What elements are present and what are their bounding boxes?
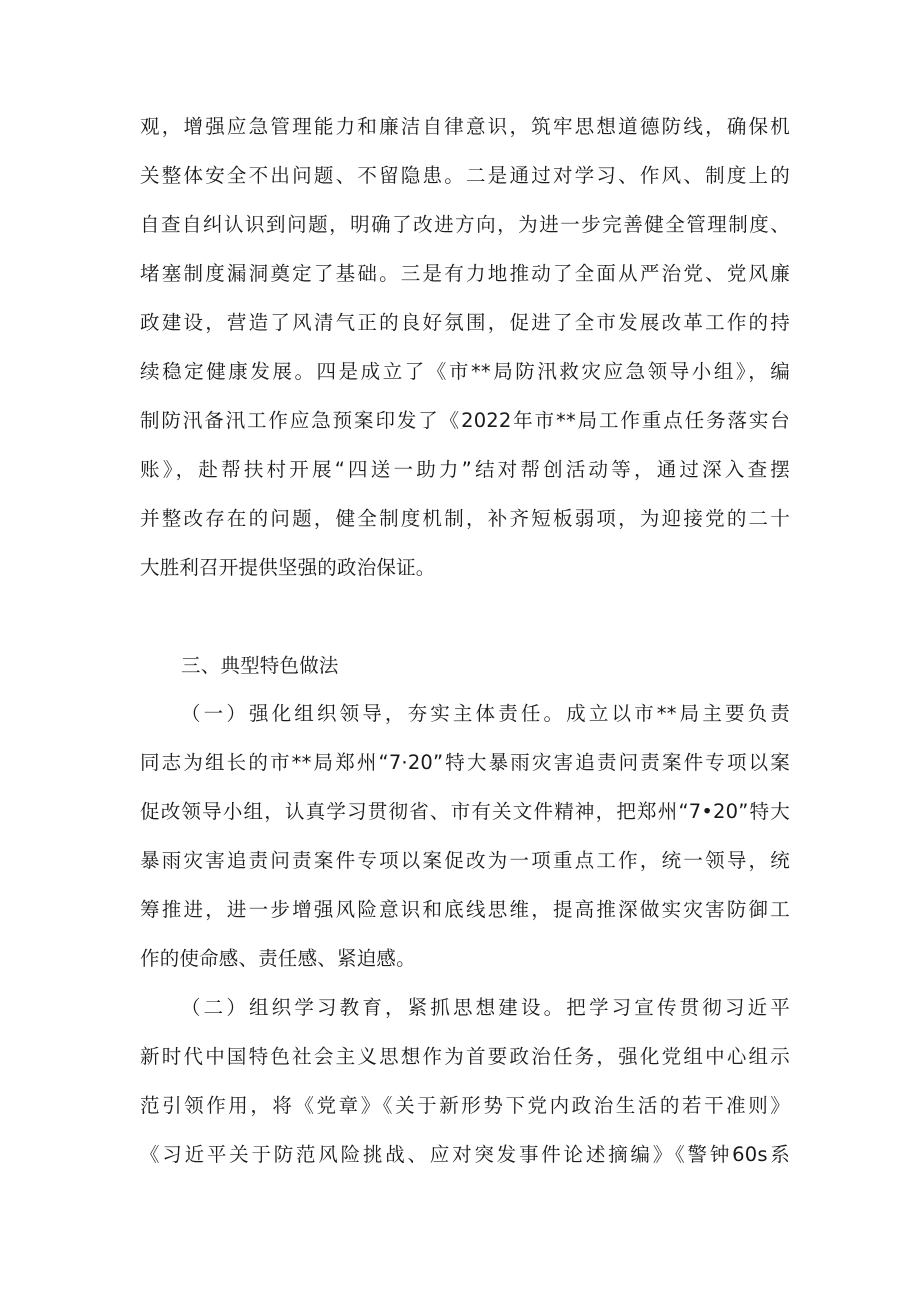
section-heading: 三、典型特色做法 (181, 654, 339, 677)
paragraph-1-line-4: 堵塞制度漏洞奠定了基础。三是有力地推动了全面从严治党、党风廉 (140, 262, 790, 285)
paragraph-1-line-1: 观，增强应急管理能力和廉洁自律意识，筑牢思想道德防线，确保机 (140, 115, 790, 138)
paragraph-3-line-3: 范引领作用，将《党章》《关于新形势下党内政治生活的若干准则》 (140, 1094, 790, 1117)
paragraph-1-line-2: 关整体安全不出问题、不留隐患。二是通过对学习、作风、制度上的 (140, 164, 790, 187)
paragraph-1-line-6: 续稳定健康发展。四是成立了《市**局防汛救灾应急领导小组》，编 (140, 360, 790, 383)
paragraph-1-line-10: 大胜利召开提供坚强的政治保证。 (140, 556, 436, 579)
paragraph-3-line-4: 《习近平关于防范风险挑战、应对突发事件论述摘编》《警钟60s系 (140, 1143, 790, 1166)
paragraph-1-line-9: 并整改存在的问题，健全制度机制，补齐短板弱项，为迎接党的二十 (140, 507, 790, 530)
paragraph-2-line-3: 促改领导小组，认真学习贯彻省、市有关文件精神，把郑州“7•20”特大 (140, 800, 790, 823)
paragraph-2-line-4: 暴雨灾害追责问责案件专项以案促改为一项重点工作，统一领导，统 (140, 849, 790, 872)
paragraph-1-line-3: 自查自纠认识到问题，明确了改进方向，为进一步完善健全管理制度、 (140, 213, 790, 236)
paragraph-3-line-2: 新时代中国特色社会主义思想作为首要政治任务，强化党组中心组示 (140, 1045, 790, 1068)
paragraph-1-line-5: 政建设，营造了风清气正的良好氛围，促进了全市发展改革工作的持 (140, 311, 790, 334)
paragraph-2-line-6: 作的使命感、责任感、紧迫感。 (140, 947, 416, 970)
paragraph-2-line-5: 筹推进，进一步增强风险意识和底线思维，提高推深做实灾害防御工 (140, 898, 790, 921)
paragraph-2-line-2: 同志为组长的市**局郑州“7·20”特大暴雨灾害追责问责案件专项以案 (140, 751, 790, 774)
paragraph-2-line-1: （一）强化组织领导，夯实主体责任。成立以市**局主要负责 (181, 702, 790, 725)
paragraph-1-line-7: 制防汛备汛工作应急预案印发了《2022年市**局工作重点任务落实台 (140, 409, 790, 432)
paragraph-1-line-8: 账》，赴帮扶村开展“四送一助力”结对帮创活动等，通过深入查摆 (140, 458, 790, 481)
paragraph-3-line-1: （二）组织学习教育，紧抓思想建设。把学习宣传贯彻习近平 (181, 996, 790, 1019)
